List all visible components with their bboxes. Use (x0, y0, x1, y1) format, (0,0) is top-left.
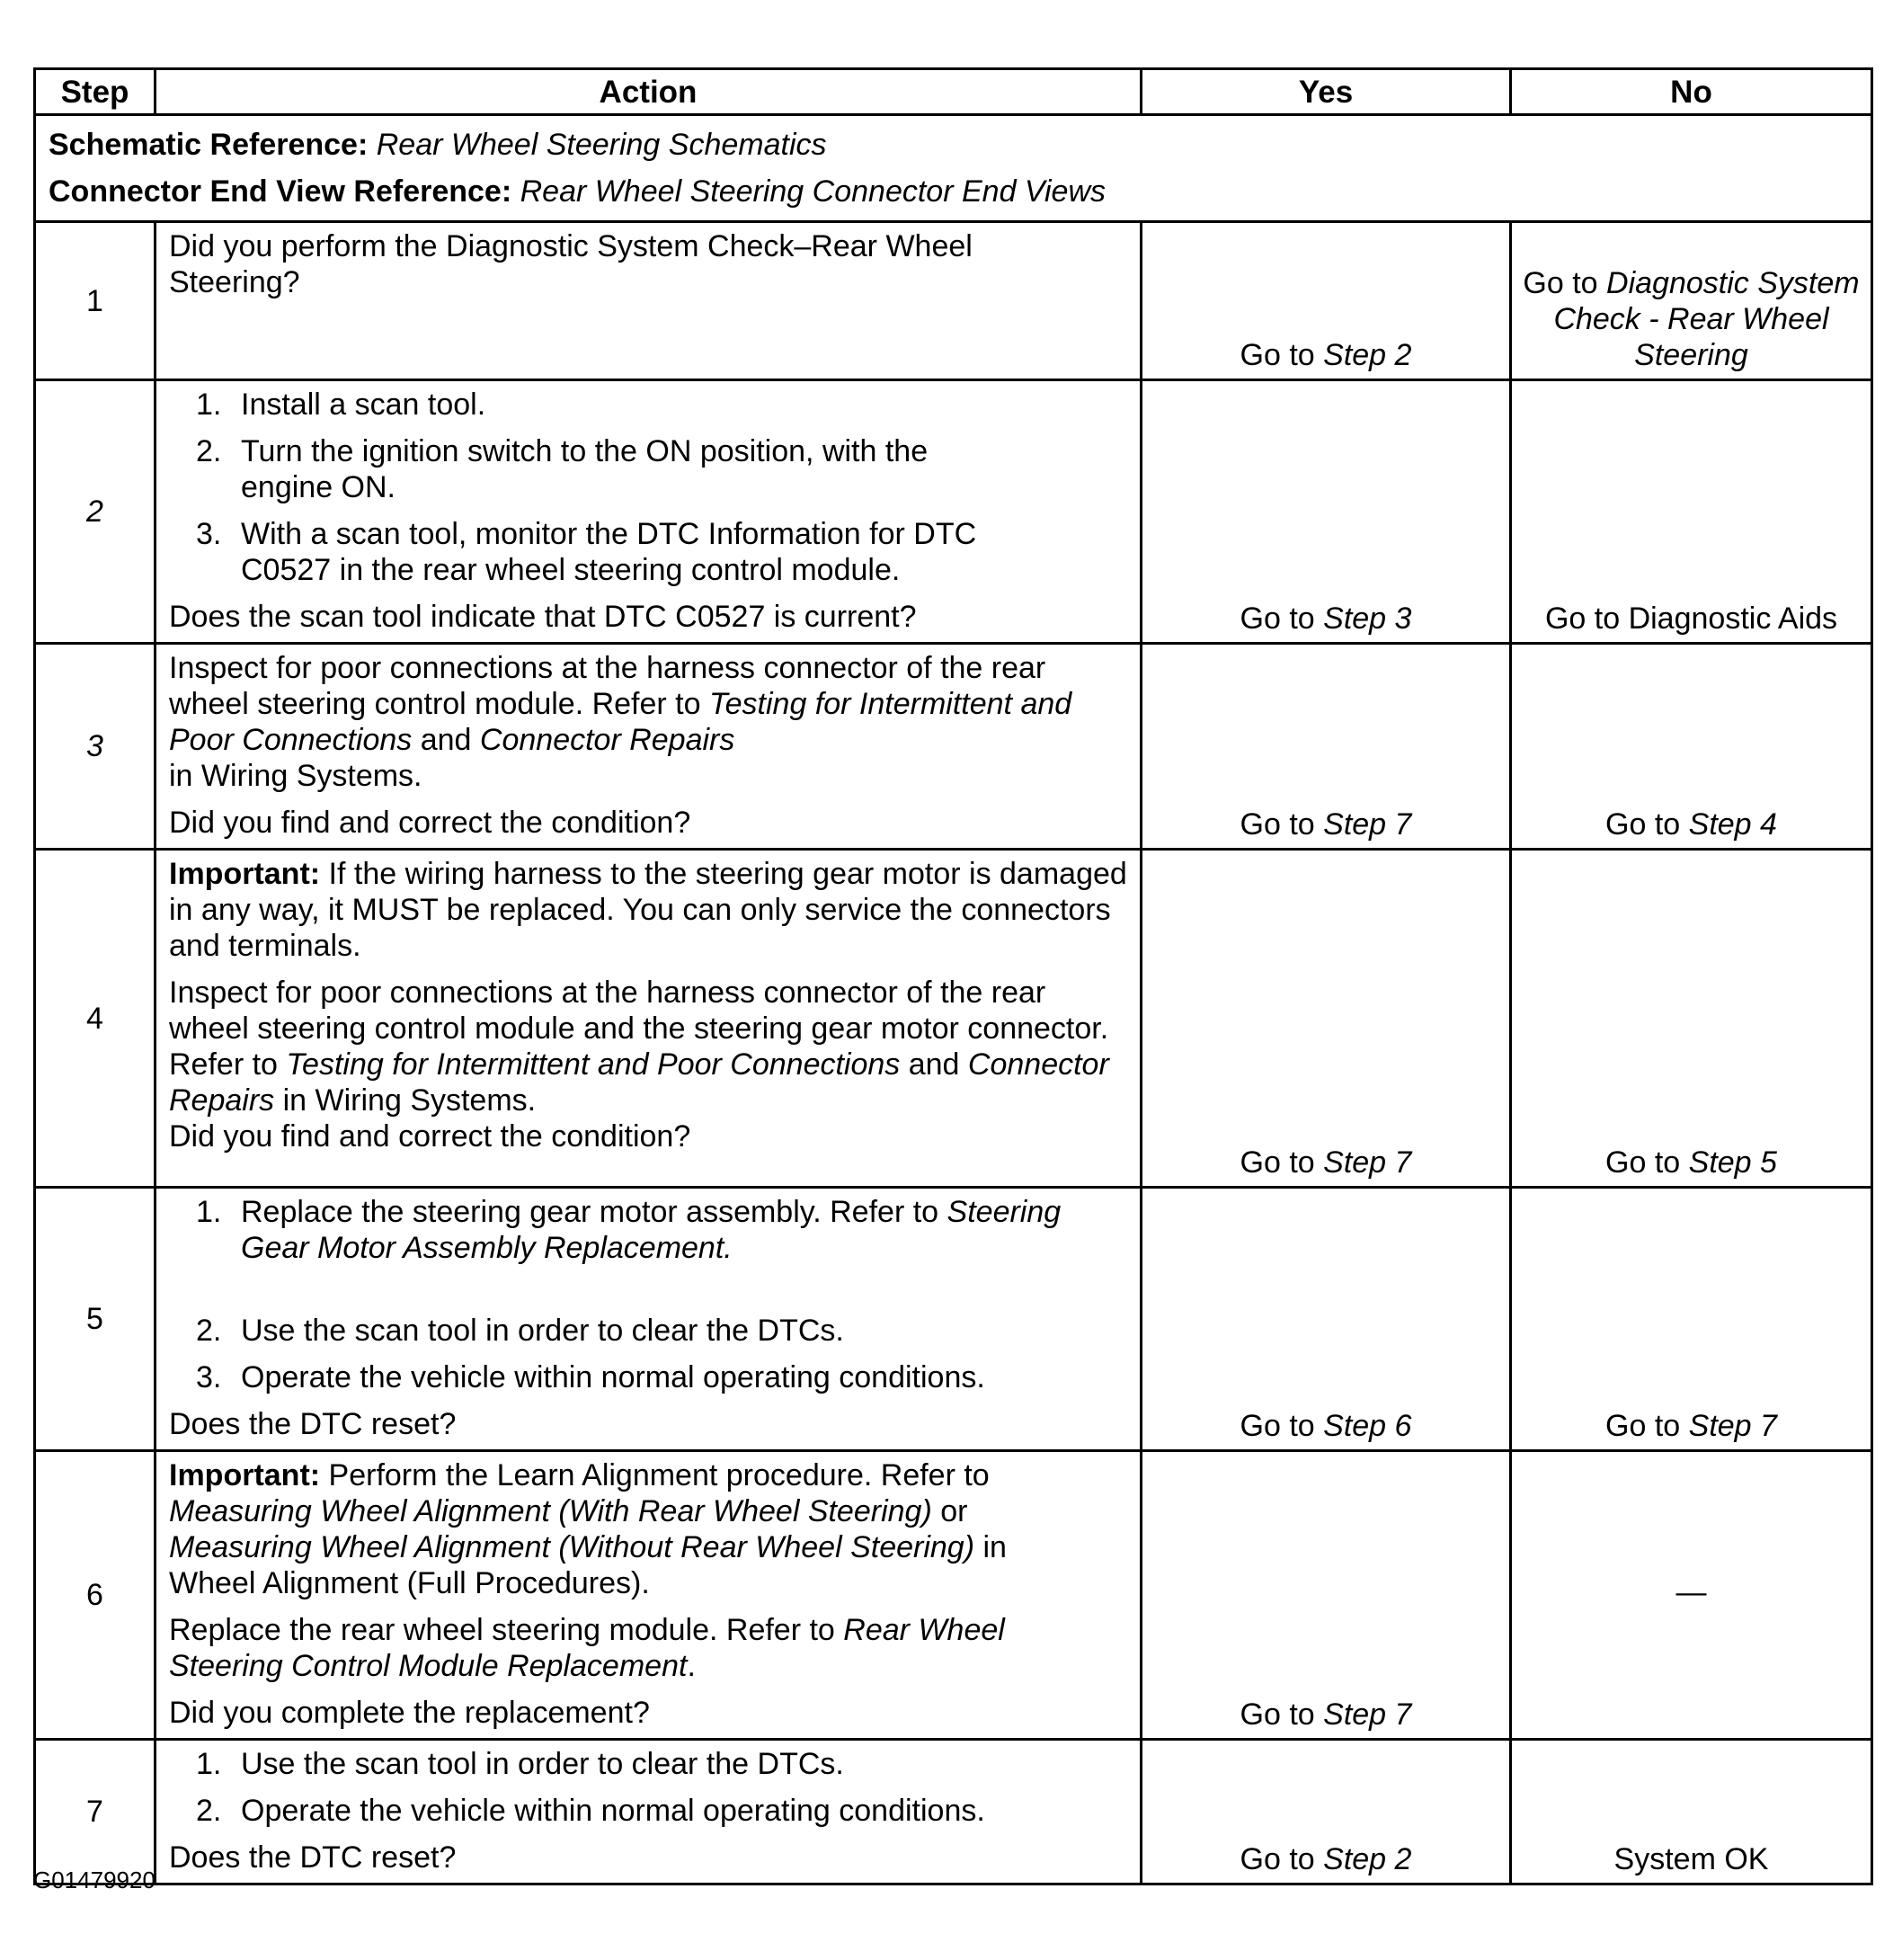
header-no: No (1511, 69, 1872, 115)
no-text: System OK (1613, 1842, 1769, 1876)
reference-link[interactable]: Testing for Intermittent and Poor Connections (286, 1047, 901, 1082)
no-cell (1511, 1451, 1872, 1740)
action-text-part: Inspect for poor connections at the harness connector of the rear wheel steering control module. Refer to (169, 651, 1046, 721)
important-note (169, 1457, 1133, 1601)
yes-step-link[interactable]: Step 6 (1323, 1409, 1412, 1443)
no-cell (1511, 380, 1872, 644)
action-text (169, 1612, 1133, 1684)
yes-step-link[interactable]: Step 2 (1323, 338, 1412, 372)
important-text: If the wiring harness to the steering gear motor is damaged in any way, it MUST be replaced. You can only service the connectors and terminals. (169, 857, 1127, 963)
reference-link[interactable]: Connector Repairs (479, 723, 735, 757)
no-text: — (1675, 1575, 1707, 1609)
header-yes: Yes (1142, 69, 1511, 115)
no-prefix: Go to (1605, 1145, 1689, 1180)
list-item: 2. Operate the vehicle within normal operating conditions. (196, 1794, 985, 1828)
no-text[interactable]: Go to Diagnostic Aids (1544, 601, 1838, 636)
question: Did you complete the replacement? (169, 1696, 650, 1730)
yes-cell (1142, 380, 1511, 644)
list-item-text: With a scan tool, monitor the DTC Information for DTC C0527 in the rear wheel steering control module. (241, 517, 977, 587)
reference-link[interactable]: Measuring Wheel Alignment (Without Rear Wheel Steering) (169, 1530, 975, 1564)
diagnostic-table (33, 67, 1873, 1885)
reference-link[interactable]: Connector Repairs (169, 1047, 1109, 1118)
no-cell (1511, 1740, 1872, 1884)
action-text-part: . (687, 1649, 696, 1683)
step-number: 5 (35, 1188, 156, 1451)
action-text-part: and (900, 1047, 968, 1082)
schematic-reference-link[interactable]: Rear Wheel Steering Schematics (376, 128, 827, 162)
list-item-text: Use the scan tool in order to clear the DTCs. (241, 1314, 844, 1348)
connector-reference (49, 168, 1871, 215)
diagnostic-table-document (33, 67, 1871, 1885)
yes-step-link[interactable]: Step 3 (1323, 601, 1412, 636)
list-item: 3. With a scan tool, monitor the DTC Information for DTC C0527 in the rear wheel steering control module. (196, 517, 977, 587)
action-cell (156, 850, 1142, 1188)
action-text-part: and (412, 723, 480, 757)
list-item: 2. Turn the ignition switch to the ON position, with the engine ON. (196, 434, 929, 504)
yes-cell (1142, 1451, 1511, 1740)
reference-link[interactable]: Testing for Intermittent and Poor Connections (169, 687, 1072, 757)
list-item-text: Install a scan tool. (241, 388, 486, 422)
list-item-text: Operate the vehicle within normal operating conditions. (241, 1794, 985, 1828)
action-cell (156, 1188, 1142, 1451)
no-cell (1511, 222, 1872, 380)
no-step-link[interactable]: Step 4 (1688, 807, 1777, 842)
list-item: 3. Operate the vehicle within normal operating conditions. (196, 1360, 985, 1394)
list-item-text: Turn the ignition switch to the ON position, with the engine ON. (241, 434, 929, 504)
table-row (35, 850, 1872, 1188)
table-row (35, 1740, 1872, 1884)
no-cell (1511, 644, 1872, 850)
no-prefix: Go to (1605, 1409, 1689, 1443)
important-note (169, 856, 1133, 964)
no-step-link[interactable]: Step 7 (1688, 1409, 1777, 1443)
no-prefix: Go to (1605, 807, 1689, 842)
list-item: 2. Use the scan tool in order to clear the DTCs. (196, 1314, 844, 1348)
step-number: 4 (35, 850, 156, 1188)
yes-prefix: Go to (1240, 1145, 1324, 1180)
table-row (35, 1188, 1872, 1451)
action-cell (156, 222, 1142, 380)
action-cell (156, 644, 1142, 850)
reference-link[interactable]: Rear Wheel Steering Control Module Replacement (169, 1613, 1005, 1683)
yes-prefix: Go to (1240, 338, 1324, 372)
yes-step-link[interactable]: Step 7 (1323, 807, 1412, 842)
important-label: Important: (169, 857, 321, 891)
action-list (169, 387, 1133, 588)
important-text: Perform the Learn Alignment procedure. Refer to (320, 1458, 990, 1492)
yes-step-link[interactable]: Step 7 (1323, 1697, 1412, 1732)
figure-id: G01479920 (33, 1866, 156, 1893)
connector-reference-link[interactable]: Rear Wheel Steering Connector End Views (520, 174, 1107, 209)
list-item-text: Use the scan tool in order to clear the DTCs. (241, 1747, 844, 1781)
action-list (169, 1194, 1133, 1395)
yes-prefix: Go to (1240, 1409, 1324, 1443)
action-text-part: Inspect for poor connections at the harness connector of the rear wheel steering control module and the steering gear motor connector. Refer to (169, 976, 1109, 1082)
yes-cell (1142, 1188, 1511, 1451)
action-text-part: or (931, 1494, 968, 1528)
table-row (35, 1451, 1872, 1740)
action-text-part: in Wheel Alignment (Full Procedures). (169, 1530, 1007, 1600)
action-text-part: Replace the rear wheel steering module. Refer to (169, 1613, 844, 1647)
question: Does the DTC reset? (169, 1407, 457, 1441)
step-number: 1 (35, 222, 156, 380)
yes-cell (1142, 1740, 1511, 1884)
action-text: Did you perform the Diagnostic System Check–Rear Wheel Steering? (169, 229, 973, 299)
action-list (169, 1746, 1133, 1829)
action-text: in Wiring Systems. (169, 759, 422, 793)
step-number: 3 (35, 644, 156, 850)
yes-cell (1142, 850, 1511, 1188)
connector-reference-label: Connector End View Reference: (49, 174, 512, 209)
header-row (35, 69, 1872, 115)
reference-link[interactable]: Measuring Wheel Alignment (With Rear Wheel Steering) (169, 1494, 932, 1528)
yes-prefix: Go to (1240, 1842, 1324, 1876)
list-item-text: Replace the steering gear motor assembly. Refer to (241, 1195, 947, 1229)
no-cell (1511, 1188, 1872, 1451)
action-cell (156, 380, 1142, 644)
yes-cell (1142, 644, 1511, 850)
reference-link[interactable]: Steering Gear Motor Assembly Replacement. (241, 1195, 1062, 1265)
action-text (169, 975, 1133, 1118)
step-number: 2 (35, 380, 156, 644)
step-number: 6 (35, 1451, 156, 1740)
schematic-reference (49, 121, 1871, 168)
schematic-reference-label: Schematic Reference: (49, 128, 369, 162)
table-row (35, 644, 1872, 850)
yes-prefix: Go to (1240, 1697, 1324, 1732)
table-row (35, 222, 1872, 380)
question: Does the DTC reset? (169, 1840, 457, 1875)
question: Did you find and correct the condition? (169, 1119, 691, 1154)
yes-cell (1142, 222, 1511, 380)
yes-step-link[interactable]: Step 7 (1323, 1145, 1412, 1180)
no-cell (1511, 850, 1872, 1188)
action-text (169, 650, 1133, 758)
list-item-text: Operate the vehicle within normal operating conditions. (241, 1360, 985, 1394)
reference-row (35, 115, 1872, 222)
important-label: Important: (169, 1458, 321, 1492)
step-number: 7 (35, 1740, 156, 1884)
header-step: Step (35, 69, 156, 115)
list-item: 1. Replace the steering gear motor assembly. Refer to Steering Gear Motor Assembly Replacement. (196, 1195, 1062, 1265)
no-step-link[interactable]: Diagnostic System Check - Rear Wheel Steering (1553, 266, 1860, 372)
yes-step-link[interactable]: Step 2 (1323, 1842, 1412, 1876)
list-item: 1. Use the scan tool in order to clear the DTCs. (196, 1747, 844, 1781)
question: Does the scan tool indicate that DTC C0527 is current? (169, 600, 917, 634)
header-action: Action (156, 69, 1142, 115)
no-step-link[interactable]: Step 5 (1688, 1145, 1777, 1180)
yes-prefix: Go to (1240, 807, 1324, 842)
action-cell (156, 1740, 1142, 1884)
no-prefix: Go to (1523, 266, 1607, 300)
reference-cell (35, 115, 1872, 222)
action-cell (156, 1451, 1142, 1740)
yes-prefix: Go to (1240, 601, 1324, 636)
question: Did you find and correct the condition? (169, 806, 691, 840)
table-row (35, 380, 1872, 644)
action-text-part: in Wiring Systems. (274, 1083, 537, 1118)
list-item: 1. Install a scan tool. (196, 388, 486, 422)
